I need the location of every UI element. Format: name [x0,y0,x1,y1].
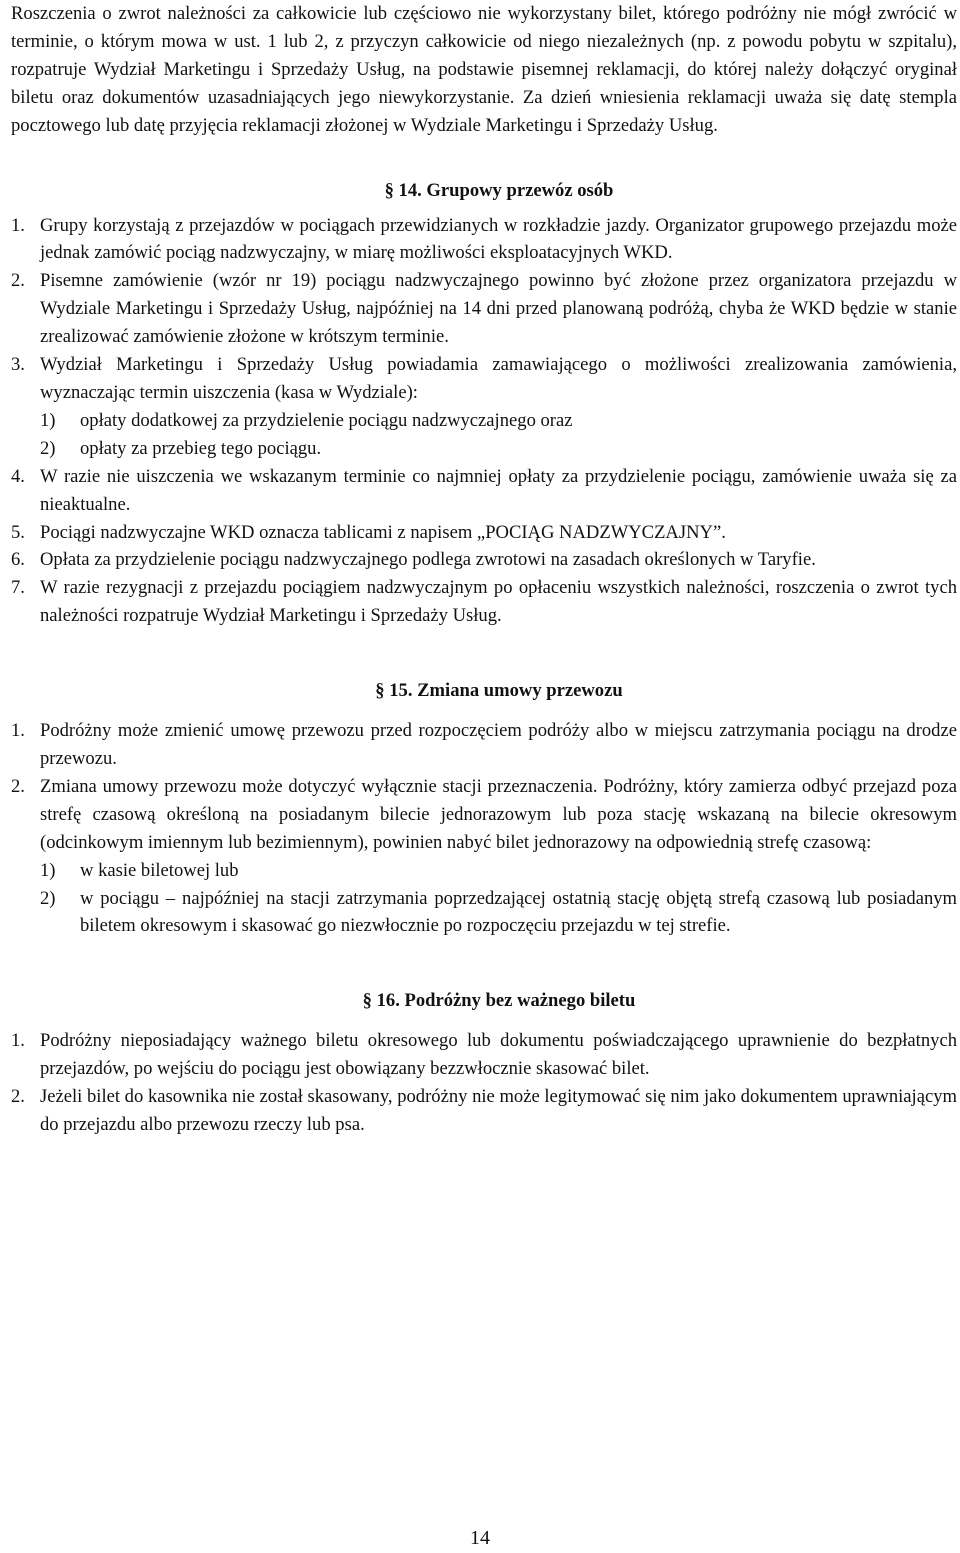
section-16-heading: § 16. Podróżny bez ważnego biletu [362,990,636,1012]
sub-item [40,857,957,885]
item-number: 4. [11,465,25,487]
item-text: Grupy korzystają z przejazdów w pociągach przewidzianych w rozkładzie jazdy. Organizator grupowego przejazdu może jednak zamówić pociąg nadzwyczajny, w miarę możliwości eksploatacyjnych WKD. [40,214,957,264]
item-text: Zmiana umowy przewozu może dotyczyć wyłącznie stacji przeznaczenia. Podróżny, który zamierza odbyć przejazd poza strefę czasową określoną na posiadanym bilecie jednorazowym lub poza stację wskazaną na bilecie okresowym (odcinkowym imiennym lub bezimiennym), powinien nabyć bilet jednorazowy na odpowiednią strefę czasową: [40,775,957,853]
list-item [11,212,957,268]
list-item [11,717,957,773]
item-number: 2. [11,775,25,797]
item-number: 1. [11,720,25,742]
list-item [11,519,957,547]
item-number: 1. [11,214,25,236]
list-item [11,351,957,463]
item-text: W razie nie uiszczenia we wskazanym terminie co najmniej opłaty za przydzielenie pociągu, zamówienie uważa się za nieaktualne. [40,465,957,515]
item-number: 5. [11,521,25,543]
item-number: 7. [11,577,25,599]
list-item [11,546,957,574]
sub-item-text: opłaty dodatkowej za przydzielenie pociągu nadzwyczajnego oraz [80,409,573,431]
section-14 [11,177,957,631]
item-text: Opłata za przydzielenie pociągu nadzwyczajnego podlega zwrotowi na zasadach określonych w Taryfie. [40,549,816,571]
intro-paragraph: Roszczenia o zwrot należności za całkowicie lub częściowo nie wykorzystany bilet, którego podróżny nie mógł zwrócić w terminie, o którym mowa w ust. 1 lub 2, z przyczyn całkowicie od niego niezależnych (np. z powodu pobytu w szpitalu), rozpatruje Wydział Marketingu i Sprzedaży Usług, na podstawie pisemnej reklamacji, do której należy dołączyć oryginał biletu oraz dokumentów uzasadniających jego niewykorzystanie. Za dzień wniesienia reklamacji uważa się datę stempla pocztowego lub datę przyjęcia reklamacji złożonej w Wydziale Marketingu i Sprzedaży Usług. [11,3,957,136]
item-text: Pociągi nadzwyczajne WKD oznacza tablicami z napisem „POCIĄG NADZWYCZAJNY”. [40,521,726,543]
item-number: 3. [11,354,25,376]
sub-item [40,885,957,941]
item-number: 2. [11,1086,25,1108]
item-text: Podróżny może zmienić umowę przewozu przed rozpoczęciem podróży albo w miejscu zatrzymania pociągu na drodze przewozu. [40,720,957,770]
list-item [11,463,957,519]
item-number: 6. [11,549,25,571]
sub-item [40,407,957,435]
section-15 [11,677,957,940]
list-item [11,773,957,940]
section-15-heading: § 15. Zmiana umowy przewozu [375,680,623,702]
item-number: 2. [11,270,25,292]
item-text: Jeżeli bilet do kasownika nie został skasowany, podróżny nie może legitymować się nim jako dokumentem uprawniającym do przejazdu albo przewozu rzeczy lub psa. [40,1086,957,1136]
sub-item-text: opłaty za przebieg tego pociągu. [80,437,322,459]
item-text: Podróżny nieposiadający ważnego biletu okresowego lub dokumentu poświadczającego uprawnienie do bezpłatnych przejazdów, po wejściu do pociągu jest obowiązany bezzwłocznie skasować bilet. [40,1030,957,1080]
item-text: W razie rezygnacji z przejazdu pociągiem nadzwyczajnym po opłaceniu wszystkich należności, roszczenia o zwrot tych należności rozpatruje Wydział Marketingu i Sprzedaży Usług. [40,577,957,627]
sub-item-number: 1) [40,409,56,431]
list-item [11,1083,957,1139]
page-number: 14 [470,1527,490,1549]
sub-item-number: 2) [40,437,56,459]
document-page [11,0,957,1139]
item-number: 1. [11,1030,25,1052]
section-16 [11,987,957,1139]
list-item [11,574,957,630]
sub-item [40,435,957,463]
section-14-heading: § 14. Grupowy przewóz osób [384,179,614,201]
list-item [11,267,957,351]
sub-item-number: 2) [40,887,56,909]
sub-item-text: w pociągu – najpóźniej na stacji zatrzymania poprzedzającej ostatnią stację objętą strefą czasową lub posiadanym biletem okresowym i skasować go niezwłocznie po rozpoczęciu przejazdu w tej strefie. [80,887,957,937]
item-text: Wydział Marketingu i Sprzedaży Usług powiadamia zamawiającego o możliwości zrealizowania zamówienia, wyznaczając termin uiszczenia (kasa w Wydziale): [40,354,957,403]
item-body [40,351,957,463]
sub-item-number: 1) [40,859,56,881]
list-item [11,1027,957,1083]
item-text: Pisemne zamówienie (wzór nr 19) pociągu nadzwyczajnego powinno być złożone przez organizatora przejazdu w Wydziale Marketingu i Sprzedaży Usług, najpóźniej na 14 dni przed planowaną podróżą, chyba że WKD będzie w stanie zrealizować zamówienie złożone w krótszym terminie. [40,270,957,348]
sub-item-text: w kasie biletowej lub [80,859,239,881]
item-body [40,773,957,940]
